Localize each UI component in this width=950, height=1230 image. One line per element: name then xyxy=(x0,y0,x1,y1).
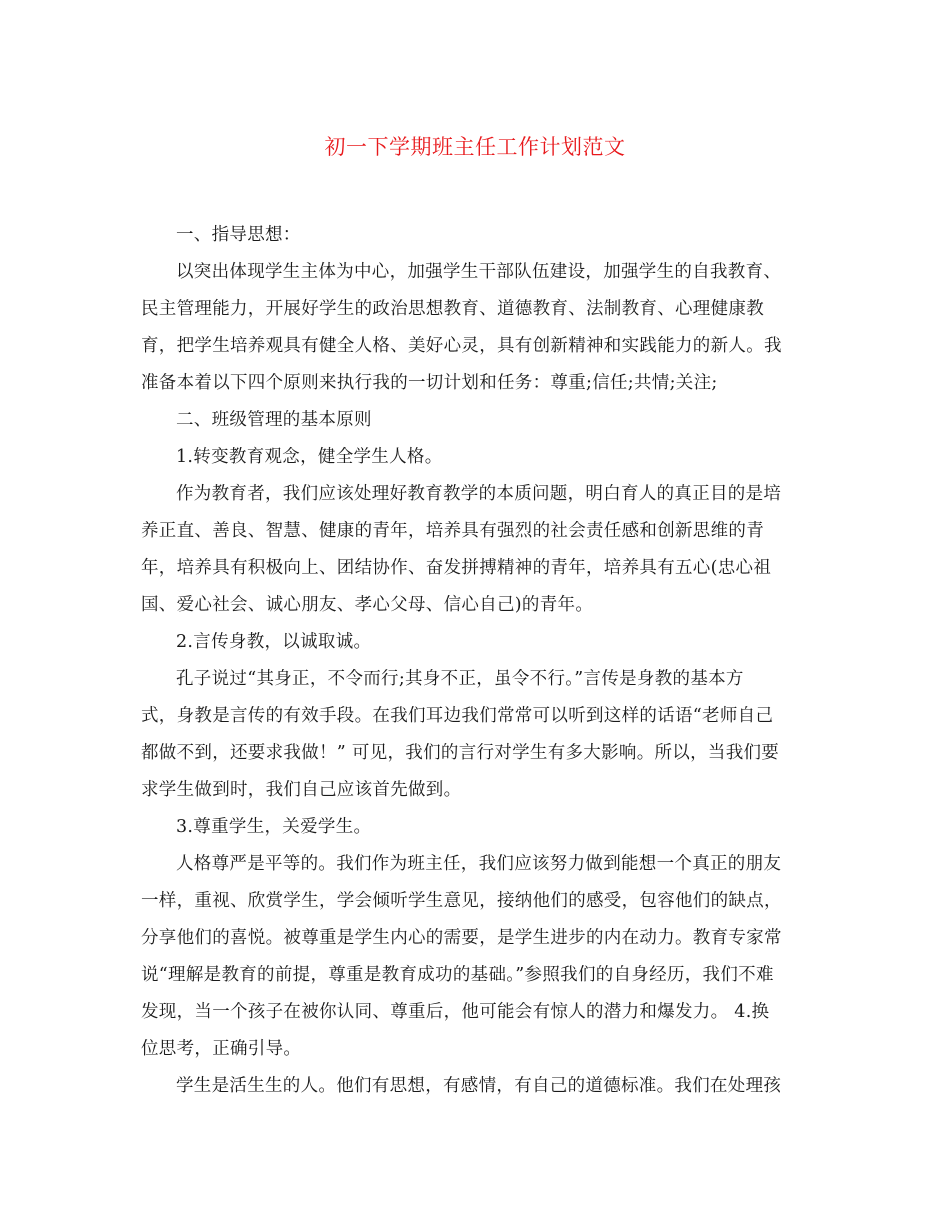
paragraph-line: 一样，重视、欣赏学生，学会倾听学生意见，接纳他们的感受，包容他们的缺点， xyxy=(141,891,782,911)
subheading-principle-3: 3.尊重学生，关爱学生。 xyxy=(176,817,372,837)
paragraph-line: 都做不到，还要求我做！” 可见，我们的言行对学生有多大影响。所以，当我们要 xyxy=(141,743,780,763)
paragraph-line: 人格尊严是平等的。我们作为班主任，我们应该努力做到能想一个真正的朋友 xyxy=(176,854,782,874)
paragraph-line: 孔子说过“其身正，不令而行;其身不正，虽令不行。”言传是身教的基本方 xyxy=(176,669,744,689)
paragraph-line: 学生是活生生的人。他们有思想，有感情，有自己的道德标准。我们在处理孩 xyxy=(176,1076,782,1096)
heading-class-management-principles: 二、班级管理的基本原则 xyxy=(176,410,372,430)
subheading-principle-2: 2.言传身教，以诚取诚。 xyxy=(176,632,372,652)
paragraph-line: 位思考，正确引导。 xyxy=(141,1039,302,1059)
paragraph-line: 发现，当一个孩子在被你认同、尊重后，他可能会有惊人的潜力和爆发力。 4.换 xyxy=(141,1002,770,1022)
document-title: 初一下学期班主任工作计划范文 xyxy=(324,135,626,159)
paragraph-line: 民主管理能力，开展好学生的政治思想教育、道德教育、法制教育、心理健康教 xyxy=(141,299,764,319)
paragraph-line: 式，身教是言传的有效手段。在我们耳边我们常常可以听到这样的话语“老师自己 xyxy=(141,706,774,726)
paragraph-line: 育，把学生培养观具有健全人格、美好心灵，具有创新精神和实践能力的新人。我 xyxy=(141,336,782,356)
heading-guiding-ideology: 一、指导思想： xyxy=(176,225,301,245)
paragraph-line: 求学生做到时，我们自己应该首先做到。 xyxy=(141,780,462,800)
paragraph-line: 年，培养具有积极向上、团结协作、奋发拼搏精神的青年，培养具有五心(忠心祖 xyxy=(141,558,772,578)
paragraph-line: 作为教育者，我们应该处理好教育教学的本质问题，明白育人的真正目的是培 xyxy=(176,484,782,504)
paragraph-line: 分享他们的喜悦。被尊重是学生内心的需要，是学生进步的内在动力。教育专家常 xyxy=(141,928,782,948)
subheading-principle-1: 1.转变教育观念，健全学生人格。 xyxy=(176,447,443,467)
paragraph-line: 以突出体现学生主体为中心，加强学生干部队伍建设，加强学生的自我教育、 xyxy=(176,262,782,282)
paragraph-line: 准备本着以下四个原则来执行我的一切计划和任务：尊重;信任;共情;关注; xyxy=(141,373,718,393)
paragraph-line: 说“理解是教育的前提，尊重是教育成功的基础。”参照我们的自身经历，我们不难 xyxy=(141,965,774,985)
paragraph-line: 国、爱心社会、诚心朋友、孝心父母、信心自己)的青年。 xyxy=(141,595,594,615)
paragraph-line: 养正直、善良、智慧、健康的青年，培养具有强烈的社会责任感和创新思维的青 xyxy=(141,521,764,541)
